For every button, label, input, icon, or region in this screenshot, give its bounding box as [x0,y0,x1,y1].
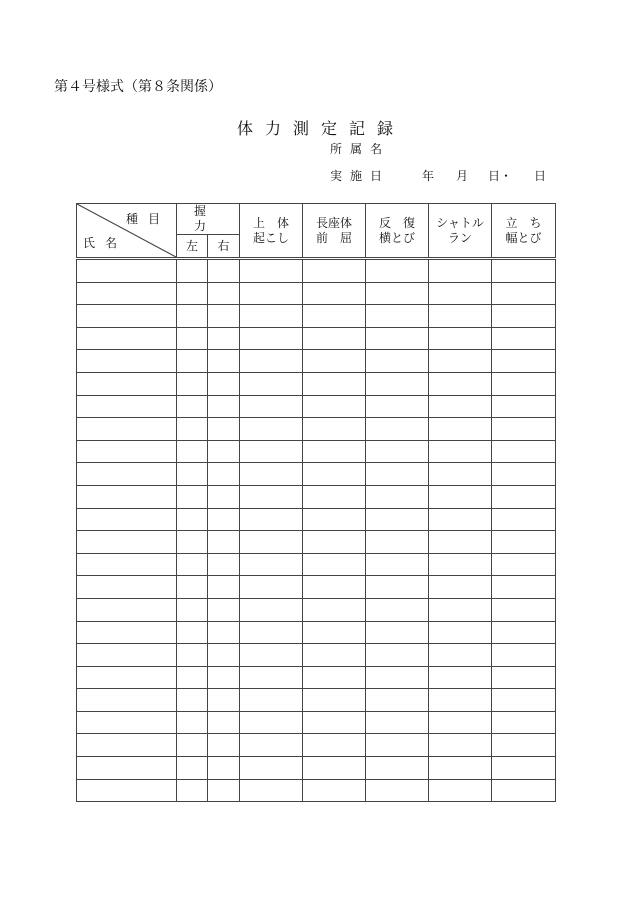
shuttle-run-cell[interactable] [429,666,492,689]
situps-cell[interactable] [240,395,303,418]
shuttle-run-cell[interactable] [429,621,492,644]
table-row [77,576,556,599]
shuttle-run-cell[interactable] [429,553,492,576]
standing-jump-cell[interactable] [492,553,556,576]
grip-header: 握力 [177,204,240,235]
situps-cell[interactable] [240,463,303,486]
affiliation-label: 所属名 [330,142,391,156]
name-cell[interactable] [77,757,177,780]
table-row [77,350,556,373]
standing-jump-cell[interactable] [492,734,556,757]
table-row [77,644,556,667]
standing-jump-cell[interactable] [492,485,556,508]
sit-and-reach-cell[interactable] [303,463,366,486]
shuttle-run-cell[interactable] [429,689,492,712]
situps-cell[interactable] [240,757,303,780]
grip-left-cell[interactable] [177,666,208,689]
shuttle-run-cell[interactable] [429,644,492,667]
name-cell[interactable] [77,327,177,350]
name-cell[interactable] [77,508,177,531]
grip-right-cell[interactable] [208,395,240,418]
sit-and-reach-cell[interactable] [303,711,366,734]
grip-left-cell[interactable] [177,327,208,350]
name-cell[interactable] [77,621,177,644]
grip-right-cell[interactable] [208,372,240,395]
table-row [77,598,556,621]
standing-jump-cell[interactable] [492,666,556,689]
sit-and-reach-cell[interactable] [303,305,366,328]
shuttle-run-cell[interactable] [429,485,492,508]
standing-jump-cell[interactable] [492,372,556,395]
sit-and-reach-cell[interactable] [303,395,366,418]
grip-right-cell[interactable] [208,327,240,350]
grip-left-cell[interactable] [177,779,208,802]
standing-jump-cell[interactable] [492,463,556,486]
event-label: 種目 [125,212,170,226]
table-row [77,757,556,780]
side-step-cell[interactable] [366,485,429,508]
shuttle-run-cell[interactable] [429,531,492,554]
grip-left-cell[interactable] [177,259,208,283]
record-rows [77,259,556,802]
sit-and-reach-cell[interactable] [303,644,366,667]
name-cell[interactable] [77,553,177,576]
date-day1-label: 日・ [488,169,513,183]
table-row [77,259,556,283]
grip-left-cell[interactable] [177,621,208,644]
side-step-cell[interactable] [366,576,429,599]
side-step-cell[interactable] [366,621,429,644]
side-step-cell[interactable] [366,757,429,780]
grip-right-cell[interactable] [208,350,240,373]
grip-left-cell[interactable] [177,485,208,508]
sit-and-reach-cell[interactable] [303,531,366,554]
grip-left-cell[interactable] [177,598,208,621]
table-row [77,463,556,486]
table-row [77,440,556,463]
grip-right-cell[interactable] [208,463,240,486]
table-row [77,711,556,734]
standing-jump-cell[interactable] [492,621,556,644]
grip-left-cell[interactable] [177,372,208,395]
table-row [77,282,556,305]
side-step-cell[interactable] [366,282,429,305]
shuttle-run-cell[interactable] [429,508,492,531]
name-cell[interactable] [77,644,177,667]
table-row [77,508,556,531]
side-step-cell[interactable] [366,327,429,350]
name-cell[interactable] [77,372,177,395]
sit-and-reach-cell[interactable] [303,350,366,373]
grip-right-cell[interactable] [208,305,240,328]
side-step-cell[interactable] [366,418,429,441]
shuttle-run-cell[interactable] [429,757,492,780]
grip-left-cell[interactable] [177,395,208,418]
shuttle-run-cell[interactable] [429,305,492,328]
grip-left-cell[interactable] [177,757,208,780]
grip-right-cell[interactable] [208,666,240,689]
header-situps: 上 体 起こし [240,204,303,259]
grip-right-cell[interactable] [208,779,240,802]
situps-cell[interactable] [240,282,303,305]
sit-and-reach-cell[interactable] [303,418,366,441]
document-title: 体力測定記録 [237,119,406,138]
side-step-cell[interactable] [366,711,429,734]
grip-right-cell[interactable] [208,598,240,621]
name-cell[interactable] [77,779,177,802]
standing-jump-cell[interactable] [492,779,556,802]
grip-right-cell[interactable] [208,418,240,441]
name-cell[interactable] [77,463,177,486]
date-year-label: 年 [422,169,435,183]
name-cell[interactable] [77,598,177,621]
name-cell[interactable] [77,282,177,305]
situps-cell[interactable] [240,350,303,373]
table-row [77,531,556,554]
side-step-cell[interactable] [366,644,429,667]
shuttle-run-cell[interactable] [429,282,492,305]
standing-jump-cell[interactable] [492,711,556,734]
shuttle-run-cell[interactable] [429,327,492,350]
sit-and-reach-cell[interactable] [303,485,366,508]
grip-right-header: 右 [208,235,240,259]
grip-right-cell[interactable] [208,508,240,531]
sit-and-reach-cell[interactable] [303,372,366,395]
name-cell[interactable] [77,259,177,283]
shuttle-run-cell[interactable] [429,734,492,757]
situps-cell[interactable] [240,711,303,734]
table-row [77,666,556,689]
shuttle-run-cell[interactable] [429,350,492,373]
form-number: 第４号様式（第８条関係） [54,79,222,95]
standing-jump-cell[interactable] [492,757,556,780]
name-cell[interactable] [77,485,177,508]
sit-and-reach-cell[interactable] [303,666,366,689]
standing-jump-cell[interactable] [492,259,556,283]
side-step-cell[interactable] [366,259,429,283]
grip-right-cell[interactable] [208,553,240,576]
standing-jump-cell[interactable] [492,327,556,350]
sit-and-reach-cell[interactable] [303,576,366,599]
situps-cell[interactable] [240,440,303,463]
situps-cell[interactable] [240,327,303,350]
situps-cell[interactable] [240,485,303,508]
shuttle-run-cell[interactable] [429,576,492,599]
grip-left-cell[interactable] [177,463,208,486]
situps-cell[interactable] [240,372,303,395]
situps-cell[interactable] [240,259,303,283]
table-row [77,485,556,508]
shuttle-run-cell[interactable] [429,395,492,418]
table-row [77,779,556,802]
grip-right-cell[interactable] [208,576,240,599]
side-step-cell[interactable] [366,305,429,328]
table-row [77,689,556,712]
side-step-cell[interactable] [366,734,429,757]
grip-right-cell[interactable] [208,485,240,508]
table-row [77,372,556,395]
name-cell[interactable] [77,350,177,373]
grip-left-cell[interactable] [177,644,208,667]
side-step-cell[interactable] [366,440,429,463]
grip-right-cell[interactable] [208,689,240,712]
grip-left-cell[interactable] [177,553,208,576]
grip-right-cell[interactable] [208,711,240,734]
shuttle-run-cell[interactable] [429,440,492,463]
grip-left-cell[interactable] [177,282,208,305]
sit-and-reach-cell[interactable] [303,259,366,283]
standing-jump-cell[interactable] [492,350,556,373]
side-step-cell[interactable] [366,350,429,373]
table-row [77,305,556,328]
sit-and-reach-cell[interactable] [303,440,366,463]
header-sit-and-reach: 長座体 前 屈 [303,204,366,259]
shuttle-run-cell[interactable] [429,372,492,395]
name-cell[interactable] [77,305,177,328]
standing-jump-cell[interactable] [492,598,556,621]
side-step-cell[interactable] [366,372,429,395]
shuttle-run-cell[interactable] [429,463,492,486]
situps-cell[interactable] [240,418,303,441]
table-row [77,553,556,576]
grip-left-cell[interactable] [177,689,208,712]
standing-jump-cell[interactable] [492,440,556,463]
grip-left-cell[interactable] [177,305,208,328]
standing-jump-cell[interactable] [492,531,556,554]
grip-left-cell[interactable] [177,531,208,554]
situps-cell[interactable] [240,734,303,757]
grip-right-cell[interactable] [208,440,240,463]
name-cell[interactable] [77,689,177,712]
sit-and-reach-cell[interactable] [303,757,366,780]
side-step-cell[interactable] [366,779,429,802]
name-cell[interactable] [77,418,177,441]
situps-cell[interactable] [240,553,303,576]
grip-left-cell[interactable] [177,734,208,757]
situps-cell[interactable] [240,508,303,531]
standing-jump-cell[interactable] [492,305,556,328]
situps-cell[interactable] [240,644,303,667]
grip-right-cell[interactable] [208,531,240,554]
sit-and-reach-cell[interactable] [303,508,366,531]
side-step-cell[interactable] [366,689,429,712]
record-table [76,203,556,802]
date-day2-label: 日 [534,169,547,183]
name-cell[interactable] [77,711,177,734]
situps-cell[interactable] [240,689,303,712]
sit-and-reach-cell[interactable] [303,779,366,802]
situps-cell[interactable] [240,666,303,689]
shuttle-run-cell[interactable] [429,711,492,734]
corner-header-cell [77,204,177,259]
situps-cell[interactable] [240,576,303,599]
name-label: 氏名 [83,236,128,250]
name-cell[interactable] [77,734,177,757]
table-row [77,327,556,350]
table-row [77,418,556,441]
shuttle-run-cell[interactable] [429,259,492,283]
name-cell[interactable] [77,395,177,418]
table-row [77,621,556,644]
grip-left-cell[interactable] [177,711,208,734]
sit-and-reach-cell[interactable] [303,553,366,576]
side-step-cell[interactable] [366,463,429,486]
name-cell[interactable] [77,666,177,689]
standing-jump-cell[interactable] [492,576,556,599]
grip-right-cell[interactable] [208,734,240,757]
situps-cell[interactable] [240,531,303,554]
standing-jump-cell[interactable] [492,418,556,441]
table-row [77,734,556,757]
standing-jump-cell[interactable] [492,689,556,712]
side-step-cell[interactable] [366,553,429,576]
grip-right-cell[interactable] [208,644,240,667]
side-step-cell[interactable] [366,598,429,621]
grip-left-header: 左 [177,235,208,259]
grip-right-cell[interactable] [208,282,240,305]
header-shuttle-run: シャトル ラン [429,204,492,259]
side-step-cell[interactable] [366,666,429,689]
situps-cell[interactable] [240,779,303,802]
situps-cell[interactable] [240,598,303,621]
date-label: 実施日 [330,169,391,183]
header-standing-jump: 立 ち 幅とび [492,204,556,259]
shuttle-run-cell[interactable] [429,598,492,621]
shuttle-run-cell[interactable] [429,418,492,441]
grip-right-cell[interactable] [208,757,240,780]
grip-left-cell[interactable] [177,350,208,373]
standing-jump-cell[interactable] [492,282,556,305]
grip-left-cell[interactable] [177,508,208,531]
side-step-cell[interactable] [366,531,429,554]
standing-jump-cell[interactable] [492,644,556,667]
name-cell[interactable] [77,531,177,554]
situps-cell[interactable] [240,305,303,328]
sit-and-reach-cell[interactable] [303,689,366,712]
grip-left-cell[interactable] [177,576,208,599]
standing-jump-cell[interactable] [492,508,556,531]
sit-and-reach-cell[interactable] [303,621,366,644]
standing-jump-cell[interactable] [492,395,556,418]
sit-and-reach-cell[interactable] [303,327,366,350]
name-cell[interactable] [77,576,177,599]
side-step-cell[interactable] [366,395,429,418]
situps-cell[interactable] [240,621,303,644]
grip-left-cell[interactable] [177,418,208,441]
shuttle-run-cell[interactable] [429,779,492,802]
sit-and-reach-cell[interactable] [303,734,366,757]
grip-left-cell[interactable] [177,440,208,463]
grip-right-cell[interactable] [208,259,240,283]
name-cell[interactable] [77,440,177,463]
side-step-cell[interactable] [366,508,429,531]
table-row [77,395,556,418]
header-side-step: 反 復 横とび [366,204,429,259]
grip-right-cell[interactable] [208,621,240,644]
date-month-label: 月 [456,169,469,183]
sit-and-reach-cell[interactable] [303,598,366,621]
sit-and-reach-cell[interactable] [303,282,366,305]
